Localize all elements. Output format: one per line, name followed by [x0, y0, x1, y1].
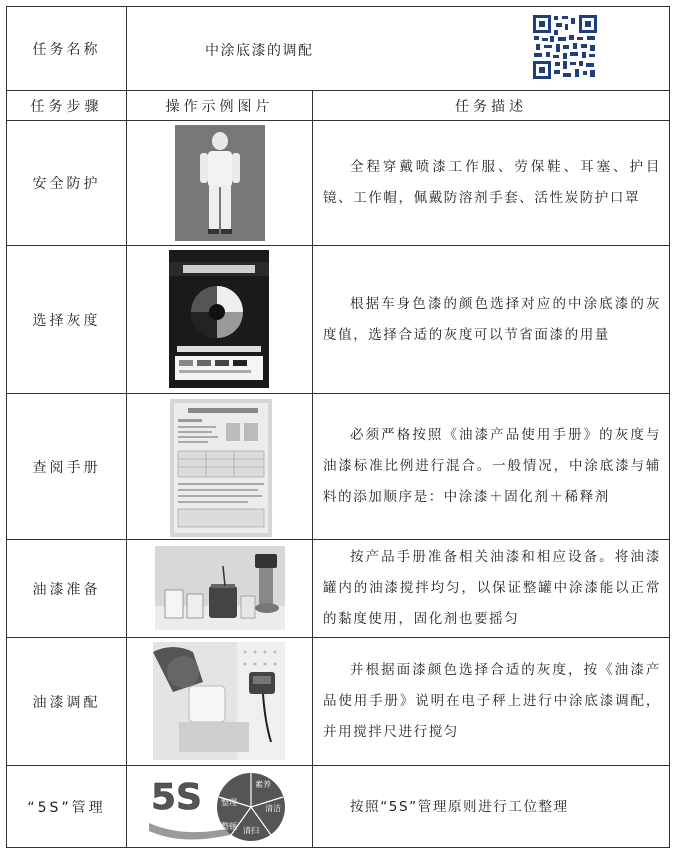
task-sheet-table — [6, 6, 670, 848]
description-cell — [313, 394, 669, 539]
task-name-value-cell — [127, 7, 669, 90]
product-manual-photo — [170, 399, 272, 537]
grey-shade-chart-photo — [169, 250, 269, 388]
image-cell — [127, 766, 313, 848]
step-cell — [7, 638, 127, 765]
image-cell — [127, 246, 313, 393]
paint-mixing-photo — [153, 642, 285, 760]
task-name-value: 中涂底漆的调配 — [205, 43, 314, 59]
step-label: 油漆调配 — [32, 694, 101, 711]
step-cell — [7, 766, 127, 848]
5s-title: 5S — [151, 777, 202, 818]
step-description: 按产品手册准备相关油漆和相应设备。将油漆罐内的油漆搅拌均匀，以保证整罐中涂漆能以正常的黏度使用，固化剂也要摇匀 — [323, 549, 661, 627]
step-description: 根据车身色漆的颜色选择对应的中涂底漆的灰度值，选择合适的灰度可以节省面漆的用量 — [323, 295, 661, 343]
5s-segment-label: 素养 — [255, 780, 271, 789]
table-row — [7, 246, 669, 394]
protective-suit-photo — [175, 125, 265, 241]
table-row — [7, 540, 669, 638]
description-cell — [313, 121, 669, 245]
5s-segment-label: 清扫 — [243, 826, 259, 835]
col-header-description: 任务描述 — [455, 98, 527, 115]
step-description: 全程穿戴喷漆工作服、劳保鞋、耳塞、护目镜、工作帽，佩戴防溶剂手套、活性炭防护口罩 — [323, 159, 661, 206]
paint-preparation-photo — [155, 546, 285, 630]
qr-code-icon[interactable] — [532, 14, 598, 80]
step-cell — [7, 246, 127, 393]
step-label: 油漆准备 — [32, 581, 101, 598]
step-cell — [7, 121, 127, 245]
col-header-image: 操作示例图片 — [165, 98, 274, 115]
5s-wheel-diagram — [145, 769, 293, 845]
description-cell — [313, 246, 669, 393]
step-label: “5S”管理 — [27, 800, 106, 816]
col-header-step: 任务步骤 — [30, 98, 103, 115]
image-cell — [127, 394, 313, 539]
task-name-row — [7, 7, 669, 91]
5s-segment-label: 整顿 — [221, 822, 237, 831]
image-cell — [127, 638, 313, 765]
step-description: 必须严格按照《油漆产品使用手册》的灰度与油漆标准比例进行混合。一般情况，中涂底漆与辅料的添加顺序是：中涂漆＋固化剂＋稀释剂 — [323, 427, 661, 505]
step-description: 并根据面漆颜色选择合适的灰度，按《油漆产品使用手册》说明在电子秤上进行中涂底漆调配，并用搅拌尺进行搅匀 — [323, 662, 661, 740]
image-cell — [127, 540, 313, 637]
description-cell — [313, 766, 669, 848]
step-description: 按照“5S”管理原则进行工位整理 — [350, 798, 569, 815]
image-cell — [127, 121, 313, 245]
task-name-label-cell — [7, 7, 127, 90]
description-cell — [313, 638, 669, 765]
step-label: 查阅手册 — [32, 459, 101, 476]
table-row — [7, 121, 669, 246]
step-cell — [7, 394, 127, 539]
step-label: 安全防护 — [32, 176, 101, 192]
5s-segment-label: 清洁 — [265, 804, 281, 813]
table-row — [7, 766, 669, 848]
step-cell — [7, 540, 127, 637]
column-header-row — [7, 91, 669, 121]
col-header-image-cell — [127, 91, 313, 120]
col-header-step-cell — [7, 91, 127, 120]
step-label: 选择灰度 — [32, 312, 101, 329]
task-name-label: 任务名称 — [32, 41, 101, 58]
table-row — [7, 394, 669, 540]
table-row — [7, 638, 669, 766]
description-cell — [313, 540, 669, 637]
col-header-description-cell — [313, 91, 669, 120]
5s-segment-label: 整理 — [221, 798, 237, 807]
